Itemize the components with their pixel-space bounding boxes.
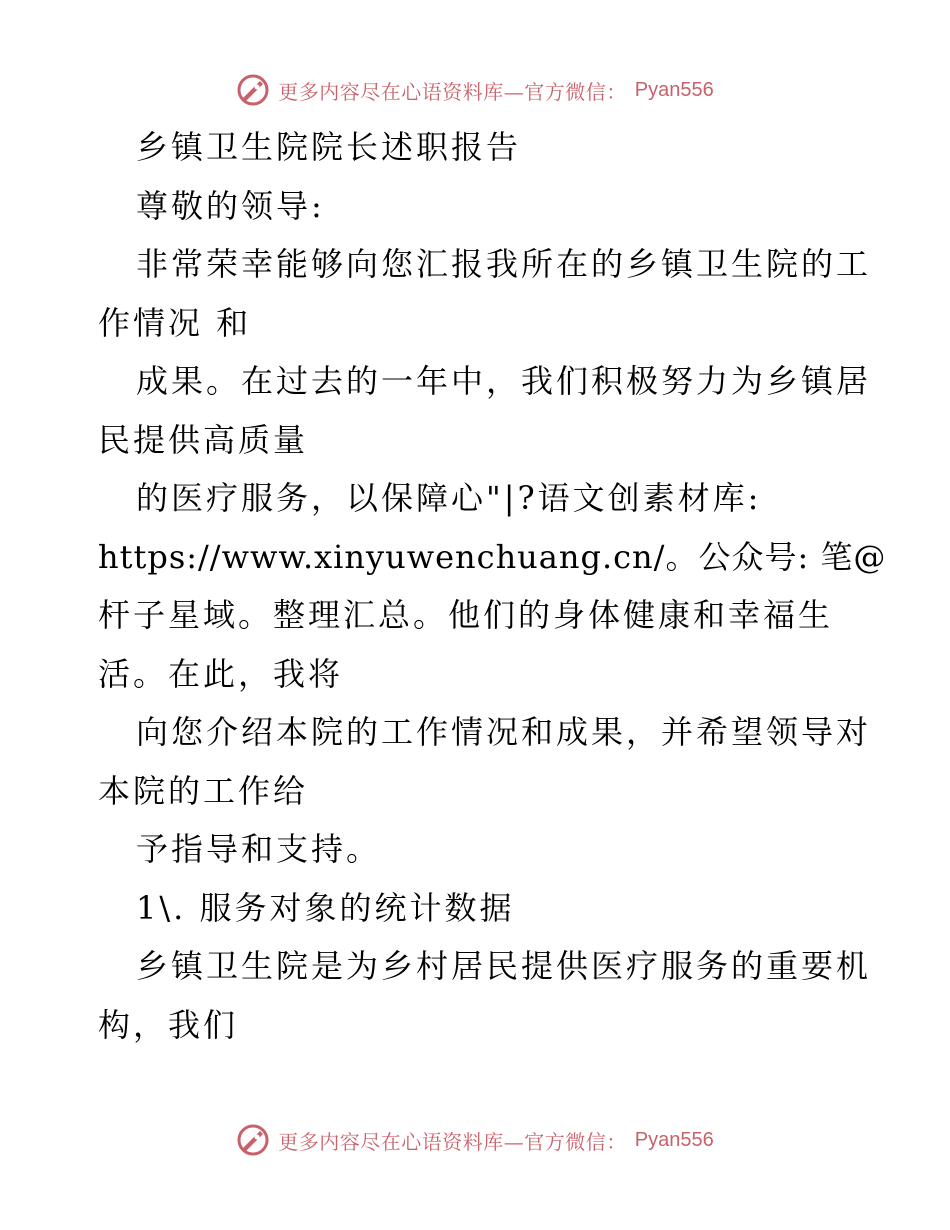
paragraph-line: 民提供高质量 (98, 420, 309, 459)
banner-text: 更多内容尽在心语资料库—官方微信： (278, 79, 627, 104)
banner-wechat-id: Pyan556 (634, 1128, 714, 1151)
paragraph-line: 乡镇卫生院是为乡村居民提供医疗服务的重要机 (136, 947, 872, 985)
banner-text: 更多内容尽在心语资料库—官方微信： (278, 1129, 627, 1154)
footer-banner (0, 1120, 950, 1160)
paragraph-line: 成果。在过去的一年中，我们积极努力为乡镇居 (136, 362, 872, 400)
paragraph-line: 予指导和支持。 (136, 830, 382, 868)
paragraph-line: 作情况 和 (98, 303, 252, 342)
banner-wechat-id: Pyan556 (634, 78, 714, 101)
quill-logo-icon (236, 1123, 270, 1157)
paragraph-line: 活。在此，我将 (98, 654, 344, 693)
header-banner (0, 70, 950, 110)
document-body (98, 118, 887, 1054)
doc-salutation: 尊敬的领导: (136, 186, 325, 225)
section-heading: 1\. 服务对象的统计数据 (136, 888, 515, 927)
paragraph-line: 向您介绍本院的工作情况和成果，并希望领导对 (136, 713, 872, 751)
url-line: https://www.xinyuwenchuang.cn/。公众号: 笔@ (98, 537, 887, 576)
paragraph-line: 本院的工作给 (98, 771, 309, 810)
paragraph-line: 非常荣幸能够向您汇报我所在的乡镇卫生院的工 (136, 245, 872, 283)
paragraph-line: 杆子星域。整理汇总。他们的身体健康和幸福生 (98, 596, 834, 634)
doc-title: 乡镇卫生院院长述职报告 (136, 128, 522, 166)
paragraph-line: 的医疗服务，以保障心"|?语文创素材库: (136, 479, 762, 517)
quill-logo-icon (236, 73, 270, 107)
paragraph-line: 构，我们 (98, 1005, 239, 1044)
